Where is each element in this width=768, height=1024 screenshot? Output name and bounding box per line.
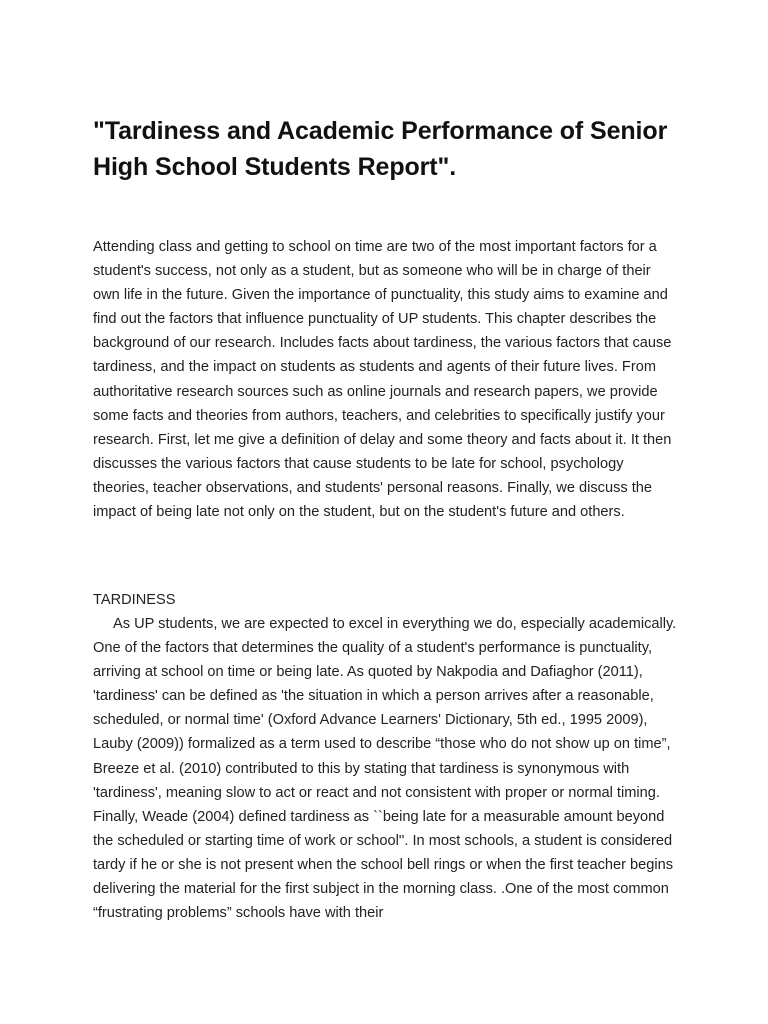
intro-paragraph: Attending class and getting to school on time are two of the most important factors for a student's success, not only as a student, but as someone who will be in charge of their own life in the future. Given the importance of punctuality, this study aims to examine and find out the factors that influence punctuality of UP students. This chapter describes the background of our research. Includes facts about tardiness, the various factors that cause tardiness, and the impact on students as students and agents of their future lives. From authoritative research sources such as online journals and research papers, we provide some facts and theories from authors, teachers, and celebrities to specifically justify your research. First, let me give a definition of delay and some theory and facts about it. It then discusses the various factors that cause students to be late for school, psychology theories, teacher observations, and students' personal reasons. Finally, we discuss the impact of being late not only on the student, but on the student's future and others. <box>93 239 672 521</box>
document-title: "Tardiness and Academic Performance of Senior High School Students Report". <box>93 117 668 181</box>
tardiness-paragraph: As UP students, we are expected to excel in everything we do, especially academically. One of the factors that determines the quality of a student's performance is punctuality, arriving at school on time or being late. As quoted by Nakpodia and Dafiaghor (2011), 'tardiness' can be defined as 'the situation in which a person arrives after a reasonable, scheduled, or normal time' (Oxford Advance Learners' Dictionary, 5th ed., 1995 2009), Lauby (2009)) formalized as a term used to describe “those who do not show up on time”, Breeze et al. (2010) contributed to this by stating that tardiness is synonymous with 'tardiness', meaning slow to act or react and not consistent with proper or normal timing. Finally, Weade (2004) defined tardiness as ``being late for a measurable amount beyond the scheduled or starting time of work or school''. In most schools, a student is considered tardy if he or she is not present when the school bell rings or when the first teacher begins delivering the material for the first subject in the morning class. .One of the most common “frustrating problems” schools have with their <box>93 616 677 922</box>
section-heading-tardiness: TARDINESS <box>93 592 176 608</box>
